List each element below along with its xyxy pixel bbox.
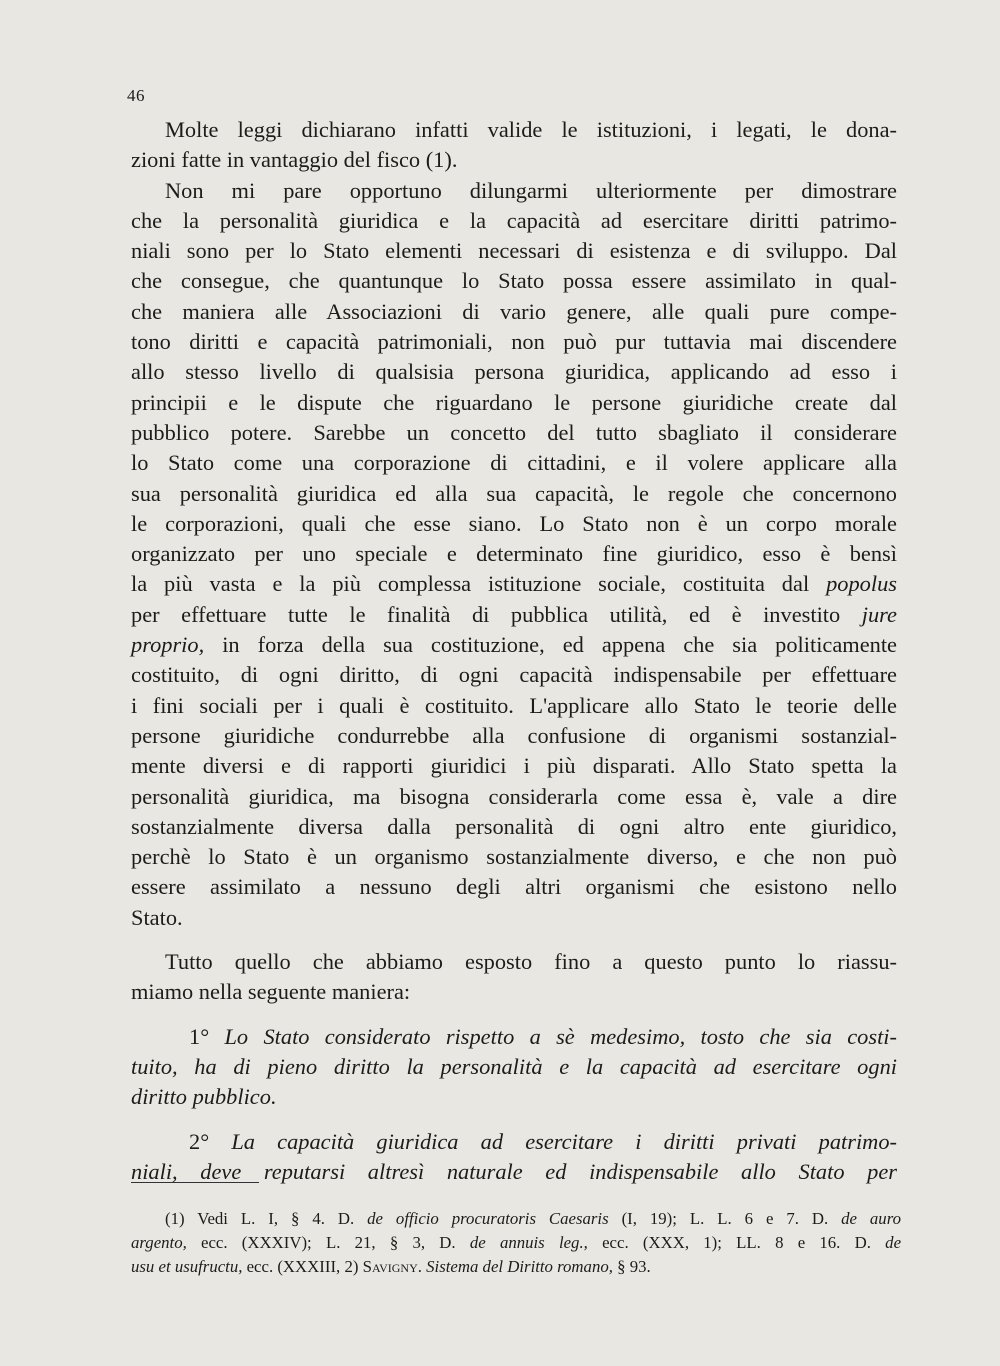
- footnote-line: [131, 1255, 901, 1279]
- text-line: pubblico potere. Sarebbe un concetto del tutto sbagliato il considerare: [131, 419, 897, 445]
- text-line: mente diversi e di rapporti giuridici i più disparati. Allo Stato spetta la: [131, 753, 897, 779]
- italic-term: popolus: [826, 571, 897, 597]
- footnote-author: Savigny.: [362, 1257, 422, 1276]
- italic-term: La capacità giuridica ad esercitare i diritti privati patrimo-: [231, 1128, 898, 1154]
- text-line: niali, deve reputarsi altresì naturale ed indispensabile allo Stato per: [131, 1158, 897, 1184]
- text-line: [131, 1022, 897, 1052]
- footnote-italic: argento,: [131, 1233, 187, 1252]
- text-line: miamo nella seguente maniera:: [131, 979, 411, 1005]
- text-segment: in forza della sua costituzione, ed appena che sia politicamente: [222, 632, 897, 658]
- text-line: che consegue, che quantunque lo Stato possa essere assimilato in qual-: [131, 268, 897, 294]
- text-line: [131, 569, 897, 599]
- text-line: [131, 600, 897, 630]
- footnote-text: ecc. (XXXIII, 2): [246, 1257, 359, 1276]
- item-number: 2°: [189, 1128, 210, 1154]
- footnote-text: ecc. (XXXIV); L. 21, § 3, D.: [201, 1233, 456, 1252]
- footnote-text: (1) Vedi L. I, § 4. D.: [165, 1209, 355, 1228]
- text-line: tuito, ha di pieno diritto la personalità e la capacità ad esercitare ogni: [131, 1053, 897, 1079]
- text-line: principii e le dispute che riguardano le persone giuridiche create dal: [131, 389, 897, 415]
- text-line: [131, 1127, 897, 1157]
- italic-term: proprio,: [131, 632, 205, 658]
- text-line: i fini sociali per i quali è costituito. L'applicare allo Stato le teorie delle: [131, 692, 897, 718]
- footnote-text: (I, 19); L. L. 6 e 7. D.: [621, 1209, 829, 1228]
- footnote-italic: de annuis leg.,: [469, 1233, 588, 1252]
- text-line: Non mi pare opportuno dilungarmi ulteriormente per dimostrare: [165, 177, 897, 203]
- footnote-italic: Sistema del Diritto romano,: [426, 1257, 613, 1276]
- text-line: lo Stato come una corporazione di cittadini, e il volere applicare alla: [131, 450, 897, 476]
- text-line: organizzato per uno speciale e determinato fine giuridico, esso è bensì: [131, 541, 897, 567]
- footnote-text: ecc. (XXX, 1); LL. 8 e 16. D.: [602, 1233, 871, 1252]
- text-line: personalità giuridica, ma bisogna considerarla come essa è, vale a dire: [131, 783, 897, 809]
- footnote-italic: de: [885, 1233, 902, 1252]
- text-line: perchè lo Stato è un organismo sostanzialmente diverso, e che non può: [131, 844, 897, 870]
- text-line: diritto pubblico.: [131, 1084, 277, 1110]
- text-line: le corporazioni, quali che esse siano. Lo Stato non è un corpo morale: [131, 510, 897, 536]
- text-line: sua personalità giuridica ed alla sua capacità, le regole che concernono: [131, 480, 897, 506]
- body-text: [131, 115, 897, 1187]
- italic-term: Lo Stato considerato rispetto a sè medesimo, tosto che sia costi-: [224, 1023, 897, 1049]
- footnote: [131, 1207, 901, 1279]
- footnote-divider: [131, 1182, 259, 1183]
- footnote-italic: de officio procuratoris Caesaris: [367, 1209, 609, 1228]
- text-line: [131, 630, 897, 660]
- text-line: essere assimilato a nessuno degli altri organismi che esistono nello: [131, 874, 897, 900]
- text-line: costituito, di ogni diritto, di ogni capacità indispensabile per effettuare: [131, 662, 897, 688]
- italic-term: jure: [861, 601, 897, 627]
- page-number: 46: [127, 86, 145, 105]
- text-line: persone giuridiche condurrebbe alla confusione di organismi sostanzial-: [131, 722, 897, 748]
- text-line: allo stesso livello di qualsisia persona giuridica, applicando ad esso i: [131, 359, 897, 385]
- item-number: 1°: [189, 1023, 210, 1049]
- footnote-italic: usu et usufructu,: [131, 1257, 243, 1276]
- text-line: che la personalità giuridica e la capacità ad esercitare diritti patrimo-: [131, 207, 897, 233]
- text-segment: per effettuare tutte le finalità di pubblica utilità, ed è investito: [131, 601, 841, 627]
- text-line: Tutto quello che abbiamo esposto fino a questo punto lo riassu-: [165, 949, 897, 975]
- text-line: che maniera alle Associazioni di vario genere, alle quali pure compe-: [131, 298, 897, 324]
- footnote-line: [131, 1207, 901, 1231]
- text-line: tono diritti e capacità patrimoniali, non può pur tuttavia mai discendere: [131, 329, 897, 355]
- text-line: Molte leggi dichiarano infatti valide le istituzioni, i legati, le dona-: [165, 117, 897, 142]
- footnote-line: [131, 1231, 901, 1255]
- text-line: Stato.: [131, 904, 183, 930]
- text-line: zioni fatte in vantaggio del fisco (1).: [131, 147, 458, 173]
- text-segment: la più vasta e la più complessa istituzione sociale, costituita dal: [131, 571, 810, 597]
- footnote-italic: de auro: [841, 1209, 902, 1228]
- footnote-text: § 93.: [617, 1257, 651, 1276]
- text-line: niali sono per lo Stato elementi necessari di esistenza e di sviluppo. Dal: [131, 238, 897, 264]
- text-line: sostanzialmente diversa dalla personalità di ogni altro ente giuridico,: [131, 813, 897, 839]
